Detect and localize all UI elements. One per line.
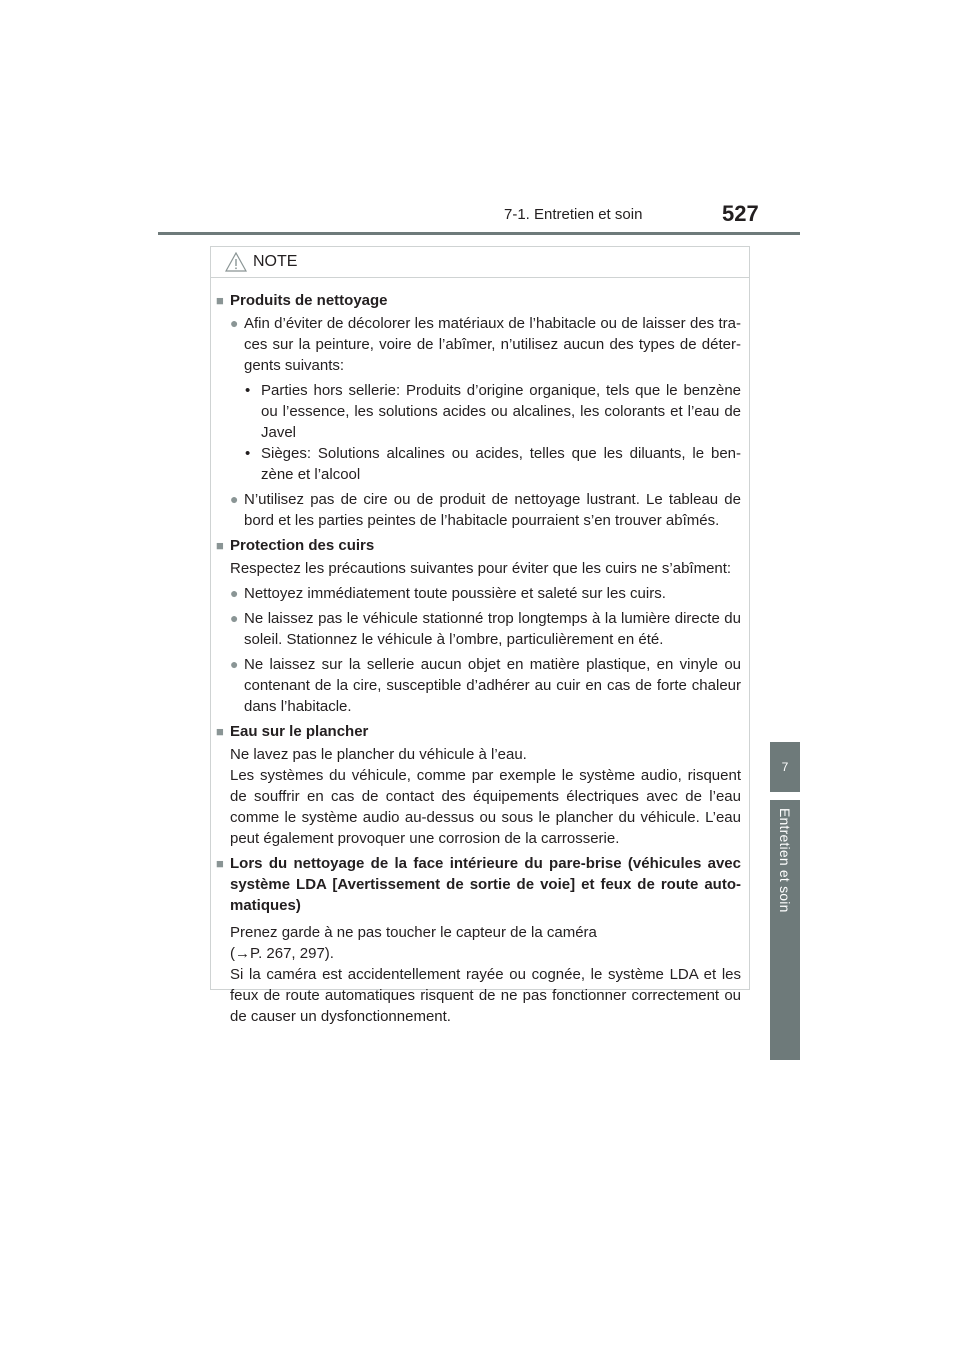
section-title-text: Lors du nettoyage de la face intérieure du pare-brise (véhicules avec système LDA [Avertissement de sortie de voie] et feux de route auto-matiques) (230, 855, 741, 914)
section-title (216, 853, 741, 916)
section-title (216, 535, 741, 556)
bullet-text: Ne laissez pas le véhicule stationné trop longtemps à la lumière directe du soleil. Stationnez le véhicule à l’ombre, particulièrement en été. (244, 610, 741, 648)
chapter-tab-number: 7 (770, 742, 800, 792)
note-box (210, 246, 750, 1025)
bullet-text: N’utilisez pas de cire ou de produit de nettoyage lustrant. Le tableau de bord et les parties peintes de l’habitacle pourraient s’en trouver abîmés. (244, 491, 741, 529)
bullet-item (216, 489, 741, 531)
section-marker-icon: ■ (216, 856, 224, 871)
section-intro: Respectez les précautions suivantes pour éviter que les cuirs ne s’abîment: (230, 560, 732, 577)
section-marker-icon: ■ (216, 293, 224, 308)
page-number: 527 (722, 201, 759, 226)
sub-item (216, 443, 741, 485)
bullet-item (216, 313, 741, 376)
section-water-on-floor (216, 721, 741, 849)
bullet-text: Afin d’éviter de décolorer les matériaux de l’habitacle ou de laisser des tra-ces sur la peinture, voire de l’abîmer, n’utilisez aucun des types de déter-gents suivants: (244, 315, 741, 374)
warning-triangle-icon (225, 252, 247, 272)
section-cleaning-products (216, 290, 741, 531)
bullet-icon: ● (230, 585, 239, 601)
bullet-item (216, 583, 741, 604)
header-divider (158, 232, 800, 235)
note-content (211, 278, 749, 1027)
sub-bullet-icon: • (245, 382, 251, 399)
sub-item-text: Parties hors sellerie: Produits d’origine organique, tels que le benzène ou l’essence, les solutions acides ou alcalines, les colorants et l’eau de Javel (261, 382, 741, 441)
section-title (216, 721, 741, 742)
bullet-item (216, 654, 741, 717)
section-marker-icon: ■ (216, 538, 224, 553)
bullet-icon: ● (230, 315, 239, 331)
bullet-item (216, 608, 741, 650)
bullet-icon: ● (230, 656, 239, 672)
bullet-text: Nettoyez immédiatement toute poussière et saleté sur les cuirs. (244, 585, 666, 602)
chapter-tab (770, 800, 800, 1060)
paragraph: Ne lavez pas le plancher du véhicule à l’eau. (230, 746, 527, 763)
bullet-text: Ne laissez sur la sellerie aucun objet en matière plastique, en vinyle ou contenant de la cire, susceptible d’adhérer au cuir en cas de forte chaleur dans l’habitacle. (244, 656, 741, 715)
bullet-icon: ● (230, 491, 239, 507)
section-leather-protection (216, 535, 741, 717)
section-title-text: Protection des cuirs (230, 537, 375, 554)
note-title: NOTE (253, 253, 298, 270)
section-title-text: Eau sur le plancher (230, 723, 369, 740)
bullet-icon: ● (230, 610, 239, 626)
paragraph: Prenez garde à ne pas toucher le capteur de la caméra (230, 924, 597, 941)
section-title (216, 290, 741, 311)
section-title-text: Produits de nettoyage (230, 292, 388, 309)
sub-item (216, 380, 741, 443)
paragraph: Si la caméra est accidentellement rayée ou cognée, le système LDA et les feux de route automatiques risquent de ne pas fonctionner correctement ou de causer un dysfonctionnement. (230, 966, 741, 1025)
chapter-tab-label: Entretien et soin (777, 808, 793, 913)
chapter-title: 7-1. Entretien et soin (504, 206, 643, 223)
sub-bullet-icon: • (245, 445, 251, 462)
paragraph: Les systèmes du véhicule, comme par exemple le système audio, risquent de souffrir en cas de contact des équipements électriques avec de l’eau comme le système audio au-dessus ou sous le plancher du véhicule. L’eau peut également provoquer une corrosion de la carrosserie. (230, 767, 741, 847)
section-windshield-cleaning (216, 853, 741, 1027)
section-marker-icon: ■ (216, 724, 224, 739)
note-header (211, 247, 749, 278)
sub-item-text: Sièges: Solutions alcalines ou acides, telles que les diluants, le ben-zène et l’alcool (261, 445, 741, 483)
page-reference-link[interactable]: (→P. 267, 297). (230, 945, 334, 962)
